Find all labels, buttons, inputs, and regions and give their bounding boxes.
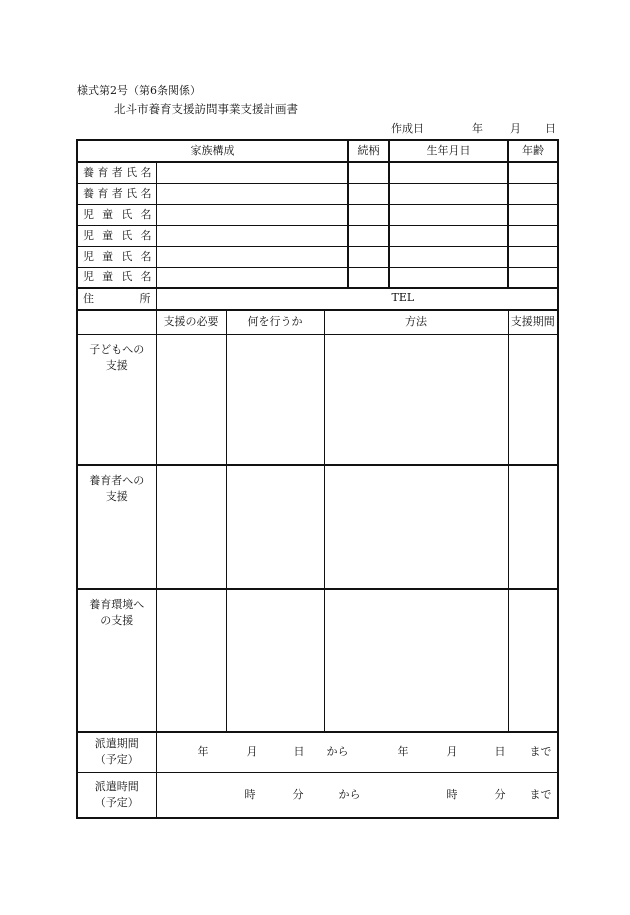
family-header-row: [77, 140, 558, 162]
relation-cell[interactable]: [348, 246, 389, 267]
birthdate-cell[interactable]: [389, 204, 508, 225]
family-row: [77, 162, 558, 183]
what-to-do-cell[interactable]: [226, 589, 324, 732]
name-cell[interactable]: [156, 225, 348, 246]
dispatch-time-field[interactable]: [156, 772, 558, 818]
created-month-label: 月: [510, 122, 521, 135]
environment-support-label: [77, 589, 156, 732]
name-cell[interactable]: [156, 246, 348, 267]
method-cell[interactable]: [324, 334, 508, 465]
age-cell[interactable]: [508, 162, 558, 183]
age-cell[interactable]: [508, 267, 558, 288]
period-year-unit: 年: [197, 745, 209, 759]
dispatch-period-field[interactable]: [156, 732, 558, 772]
created-day-label: 日: [545, 122, 556, 135]
family-row-label: 養育者氏名: [77, 162, 156, 183]
family-row: [77, 246, 558, 267]
support-section-row: [77, 334, 558, 465]
support-header-blank: [77, 310, 156, 334]
dispatch-period-label: [77, 732, 156, 772]
period-until-label: まで: [529, 745, 552, 759]
document-title: 北斗市養育支援訪問事業支援計画書: [114, 102, 298, 116]
family-row-label: 児 童 氏 名: [77, 246, 156, 267]
support-plan-table: [76, 139, 557, 819]
period-from-label: から: [326, 745, 349, 759]
support-section-row: [77, 465, 558, 589]
method-cell[interactable]: [324, 465, 508, 589]
form-number-label: 様式第2号（第6条関係）: [77, 84, 201, 97]
age-cell[interactable]: [508, 183, 558, 204]
support-need-heading: 支援の必要: [156, 310, 226, 334]
support-section-row: [77, 589, 558, 732]
relation-cell[interactable]: [348, 183, 389, 204]
support-period-heading: 支援期間: [508, 310, 558, 334]
family-row-label: 児 童 氏 名: [77, 204, 156, 225]
name-cell[interactable]: [156, 162, 348, 183]
birthdate-cell[interactable]: [389, 225, 508, 246]
support-period-cell[interactable]: [508, 334, 558, 465]
relation-cell[interactable]: [348, 225, 389, 246]
age-cell[interactable]: [508, 204, 558, 225]
child-support-label: [77, 334, 156, 465]
time-until-label: まで: [529, 787, 552, 801]
caregiver-support-label: [77, 465, 156, 589]
period-day2-unit: 日: [494, 745, 506, 759]
family-row-label: 児 童 氏 名: [77, 225, 156, 246]
section-label-line2: 支援: [105, 358, 128, 372]
section-label-line2: 支援: [105, 490, 128, 503]
address-cell[interactable]: [156, 288, 558, 310]
time-hour2-unit: 時: [446, 787, 458, 801]
tel-label: TEL: [391, 291, 415, 304]
family-row-label: 児 童 氏 名: [77, 267, 156, 288]
support-period-cell[interactable]: [508, 589, 558, 732]
support-need-cell[interactable]: [156, 465, 226, 589]
birthdate-cell[interactable]: [389, 183, 508, 204]
age-heading: 年齢: [508, 140, 558, 162]
dispatch-period-line1: 派遣期間: [94, 737, 139, 751]
created-date-label: 作成日: [391, 122, 424, 135]
method-heading: 方法: [324, 310, 508, 334]
what-to-do-cell[interactable]: [226, 334, 324, 465]
section-label-line1: 子どもへの: [89, 342, 145, 356]
support-period-cell[interactable]: [508, 465, 558, 589]
family-row: [77, 204, 558, 225]
dispatch-time-row: [77, 772, 558, 818]
method-cell[interactable]: [324, 589, 508, 732]
relation-cell[interactable]: [348, 267, 389, 288]
support-header-row: [77, 310, 558, 334]
relation-cell[interactable]: [348, 162, 389, 183]
address-label-left: 住: [83, 292, 94, 305]
family-row: [77, 183, 558, 204]
dispatch-period-row: [77, 732, 558, 772]
support-need-cell[interactable]: [156, 589, 226, 732]
address-label: [77, 288, 156, 310]
family-row: [77, 267, 558, 288]
dispatch-period-line2: （予定）: [94, 753, 139, 767]
section-label-line1: 養育者への: [89, 474, 145, 487]
period-year2-unit: 年: [397, 745, 409, 759]
dispatch-time-line1: 派遣時間: [94, 779, 139, 793]
birthdate-heading: 生年月日: [389, 140, 508, 162]
dispatch-time-label: [77, 772, 156, 818]
address-row: [77, 288, 558, 310]
birthdate-cell[interactable]: [389, 246, 508, 267]
relation-cell[interactable]: [348, 204, 389, 225]
family-row-label: 養育者氏名: [77, 183, 156, 204]
age-cell[interactable]: [508, 225, 558, 246]
time-from-label: から: [338, 787, 361, 801]
dispatch-time-line2: （予定）: [94, 795, 139, 809]
family-composition-heading: 家族構成: [77, 140, 348, 162]
name-cell[interactable]: [156, 183, 348, 204]
age-cell[interactable]: [508, 246, 558, 267]
created-year-label: 年: [472, 122, 483, 135]
time-minute2-unit: 分: [494, 787, 506, 801]
what-to-do-cell[interactable]: [226, 465, 324, 589]
section-label-line1: 養育環境へ: [89, 598, 145, 611]
period-month2-unit: 月: [446, 745, 458, 759]
period-day-unit: 日: [293, 745, 305, 759]
address-label-right: 所: [139, 292, 151, 305]
support-need-cell[interactable]: [156, 334, 226, 465]
name-cell[interactable]: [156, 204, 348, 225]
relation-heading: 続柄: [348, 140, 389, 162]
period-month-unit: 月: [246, 745, 258, 759]
name-cell[interactable]: [156, 267, 348, 288]
family-row: [77, 225, 558, 246]
birthdate-cell[interactable]: [389, 267, 508, 288]
section-label-line2: の支援: [100, 614, 134, 627]
what-to-do-heading: 何を行うか: [226, 310, 324, 334]
time-minute-unit: 分: [292, 787, 304, 801]
birthdate-cell[interactable]: [389, 162, 508, 183]
time-hour-unit: 時: [244, 787, 256, 801]
